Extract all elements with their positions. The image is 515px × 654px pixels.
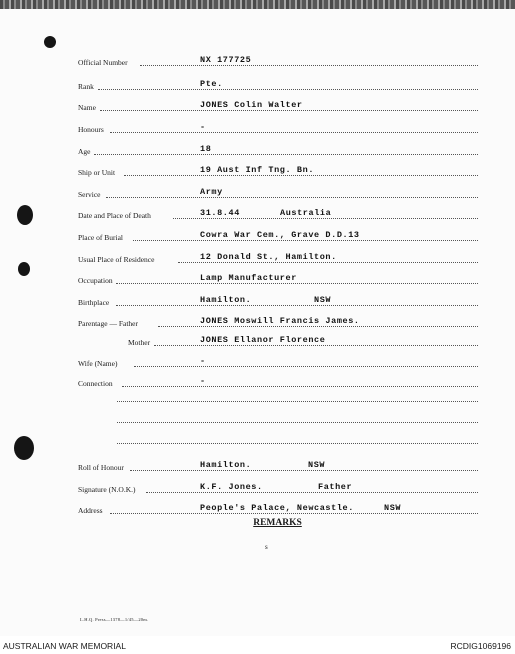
field-value: 31.8.44 xyxy=(200,208,240,218)
field-official-number xyxy=(78,53,478,67)
field-name xyxy=(78,98,478,112)
field-address xyxy=(78,501,478,515)
blank-line xyxy=(117,443,478,444)
field-label: Parentage — Father xyxy=(78,319,138,328)
field-label: Service xyxy=(78,190,101,199)
field-ship-or-unit xyxy=(78,163,478,177)
blank-line xyxy=(117,422,478,423)
field-value: Cowra War Cem., Grave D.D.13 xyxy=(200,230,360,240)
field-label: Official Number xyxy=(78,58,128,67)
field-value-secondary: Australia xyxy=(280,208,332,218)
field-value-secondary: NSW xyxy=(308,460,326,470)
field-value: - xyxy=(200,376,206,386)
footer xyxy=(0,640,515,654)
field-label: Birthplace xyxy=(78,298,110,307)
field-service xyxy=(78,185,478,199)
punch-hole xyxy=(44,36,56,48)
field-label: Rank xyxy=(78,82,94,91)
field-value-secondary: Father xyxy=(318,482,353,492)
remarks-mark: s xyxy=(265,543,268,551)
field-label: Date and Place of Death xyxy=(78,211,151,220)
field-value: JONES Ellanor Florence xyxy=(200,335,326,345)
field-label: Name xyxy=(78,103,96,112)
field-wife xyxy=(78,354,478,368)
field-connection xyxy=(78,374,478,388)
field-value: Pte. xyxy=(200,79,223,89)
field-value: 12 Donald St., Hamilton. xyxy=(200,252,337,262)
field-value: 18 xyxy=(200,144,212,154)
field-value: JONES Colin Walter xyxy=(200,100,303,110)
field-label: Place of Burial xyxy=(78,233,123,242)
field-parentage-mother xyxy=(78,333,478,347)
field-age xyxy=(78,142,478,156)
field-value: Lamp Manufacturer xyxy=(200,273,297,283)
field-label: Honours xyxy=(78,125,104,134)
field-value: K.F. Jones. xyxy=(200,482,263,492)
field-label: Roll of Honour xyxy=(78,463,124,472)
field-occupation xyxy=(78,271,478,285)
field-birthplace xyxy=(78,293,478,307)
field-usual-residence xyxy=(78,250,478,264)
field-label: Address xyxy=(78,506,103,515)
field-signature-nok xyxy=(78,480,478,494)
field-label: Occupation xyxy=(78,276,113,285)
scan-top-edge xyxy=(0,0,515,9)
footer-record-id: RCDIG1069196 xyxy=(450,641,511,651)
field-label: Connection xyxy=(78,379,113,388)
field-date-place-of-death xyxy=(78,206,478,220)
punch-hole xyxy=(17,205,33,225)
field-parentage-father xyxy=(78,314,478,328)
field-value: Army xyxy=(200,187,223,197)
field-value: NX 177725 xyxy=(200,55,252,65)
field-value: Hamilton. xyxy=(200,295,252,305)
field-value-secondary: NSW xyxy=(384,503,402,513)
field-value: People's Palace, Newcastle. xyxy=(200,503,354,513)
field-roll-of-honour xyxy=(78,458,478,472)
print-reference: L.H.Q. Press—1378—1/45—20m. xyxy=(80,617,149,622)
field-label: Ship or Unit xyxy=(78,168,116,177)
field-value: - xyxy=(200,356,206,366)
field-value-secondary: NSW xyxy=(314,295,332,305)
footer-source: AUSTRALIAN WAR MEMORIAL xyxy=(3,641,126,651)
field-label: Age xyxy=(78,147,91,156)
field-label: Wife (Name) xyxy=(78,359,118,368)
field-honours xyxy=(78,120,478,134)
field-value: Hamilton. xyxy=(200,460,252,470)
field-value: - xyxy=(200,122,206,132)
field-value: 19 Aust Inf Tng. Bn. xyxy=(200,165,315,175)
remarks-heading: REMARKS xyxy=(253,518,302,528)
field-rank xyxy=(78,77,478,91)
blank-line xyxy=(117,401,478,402)
punch-hole xyxy=(18,262,30,276)
field-label: Mother xyxy=(128,338,151,347)
field-label: Signature (N.O.K.) xyxy=(78,485,136,494)
field-place-of-burial xyxy=(78,228,478,242)
punch-hole xyxy=(14,436,34,460)
field-label: Usual Place of Residence xyxy=(78,255,155,264)
field-value: JONES Moswill Francis James. xyxy=(200,316,360,326)
